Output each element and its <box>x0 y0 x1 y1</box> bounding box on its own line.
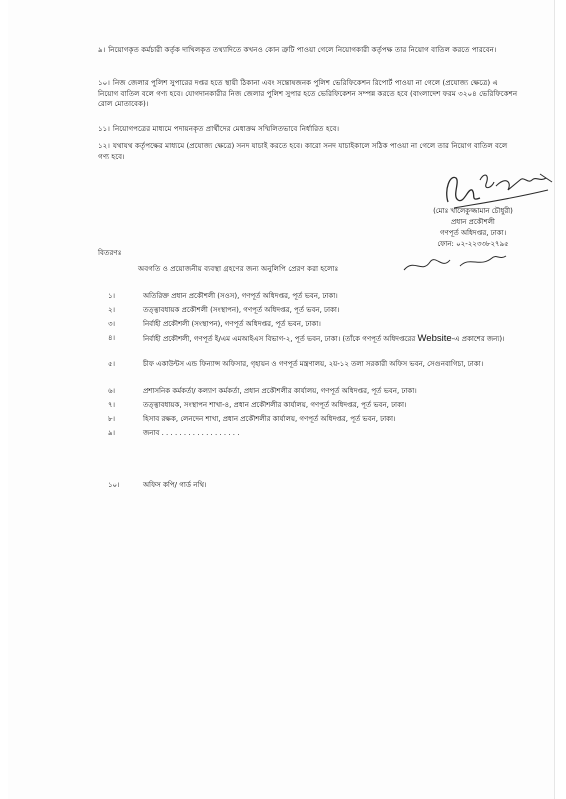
paragraph-text: নিয়োগপত্রের মাধ্যমে পদায়নকৃত প্রার্থীদের মেধাক্রম সম্মিলিতভাবে নির্ধারিত হবে। <box>112 124 340 133</box>
paragraph-number: ৯। <box>98 45 106 54</box>
item-number: ১। <box>108 292 116 300</box>
item-number: ১০। <box>108 481 120 489</box>
item-text: জনাব . . . . . . . . . . . . . . . . . . <box>143 429 240 437</box>
distribution-intro: অবগতি ও প্রয়োজনীয় ব্যবস্থা গ্রহণের জন্য অনুলিপি প্রেরণ করা হলোঃ <box>138 264 339 273</box>
distribution-heading: বিতরণঃ <box>98 248 122 257</box>
item-text-part: নির্বাহী প্রকৌশলী, গণপূর্ত ই/এম এমআইএস বিভাগ-২, পূর্ত ভবন, ঢাকা। (তাঁকে গণপূর্ত অধিদপ্তরের <box>143 335 416 343</box>
signatory-phone: ফোন: ০২-২২৩৩৮২৭৯৫ <box>437 240 509 248</box>
item-text <box>143 334 528 345</box>
signatory-designation: প্রধান প্রকৌশলী <box>451 218 495 226</box>
item-text: তত্ত্বাবধায়ক, সংস্থাপন শাখা-৪, প্রধান প্রকৌশলীর কার্যালয়, গণপূর্ত অধিদপ্তর, পূর্ত ভবন, ঢাকা। <box>143 401 407 409</box>
item-number: ৫। <box>108 360 116 368</box>
item-text-part: -এ প্রকাশের জন্য)। <box>451 335 505 343</box>
item-number: ৪। <box>108 334 116 342</box>
document-page <box>8 0 555 799</box>
paragraph-text: নিজ জেলার পুলিশ সুপারের দপ্তর হতে স্থায়ী ঠিকানা এবং সন্তোষজনক পুলিশ ভেরিফিকেশন রিপোর্ট পাওয়া না গেলে (প্রযোজ্য ক্ষেত্রে) এ নিয়োগ বাতিল বলে গণ্য হবে। যোগদানকারীর নিজ জেলার পুলিশ সুপার হতে ভেরিফিকেশন সম্পন্ন করতে হবে (বাংলাদেশ ফরম ৩২০৪ ভেরিফিকেশন রোল মোতাবেক)। <box>98 78 518 108</box>
item-number: ২। <box>108 306 116 314</box>
paragraph-10 <box>98 78 518 110</box>
paragraph-number: ১২। <box>98 141 110 150</box>
paragraph-text: যথাযথ কর্তৃপক্ষের মাধ্যমে (প্রযোজ্য ক্ষেত্রে) সনদ যাচাই করতে হবে। কারো সনদ যাচাইকালে সঠিক পাওয়া না গেলে তার নিয়োগ বাতিল বলে গণ্য হবে। <box>98 141 508 161</box>
item-text: নির্বাহী প্রকৌশলী (সংস্থাপন), গণপূর্ত অধিদপ্তর, পূর্ত ভবন, ঢাকা। <box>143 320 321 328</box>
paragraph-number: ১০। <box>98 78 110 87</box>
item-number: ৯। <box>108 429 116 437</box>
paragraph-11 <box>98 124 518 135</box>
item-text: চীফ একাউন্টস এন্ড ফিন্যান্স অফিসার, গৃহায়ন ও গণপূর্ত মন্ত্রণালয়, ২য়-১২ তলা সরকারী অফিস ভবন, সেগুনবাগিচা, ঢাকা। <box>143 360 484 368</box>
signature-block <box>408 206 538 250</box>
item-number: ৮। <box>108 415 116 423</box>
item-text: তত্ত্বাবধায়ক প্রকৌশলী (সংস্থাপন), গণপূর্ত অধিদপ্তর, পূর্ত ভবন, ঢাকা। <box>143 306 340 314</box>
paragraph-number: ১১। <box>98 124 110 133</box>
item-number: ৬। <box>108 387 116 395</box>
item-text: অতিরিক্ত প্রধান প্রকৌশলী (সওস), গণপূর্ত অধিদপ্তর, পূর্ত ভবন, ঢাকা। <box>143 292 338 300</box>
initial-scribble <box>400 248 510 278</box>
item-text: প্রশাসনিক কর্মকর্তা/ কল্যাণ কর্মকর্তা, প্রধান প্রকৌশলীর কার্যালয়, গণপূর্ত অধিদপ্তর, পূর্ত ভবন, ঢাকা। <box>143 387 417 395</box>
item-text: অফিস কপি/ গার্ড নথি। <box>143 481 207 489</box>
paragraph-text: নিয়োগকৃত কর্মচারী কর্তৃক দাখিলকৃত তথ্যাদিতে কখনও কোন ত্রুটি পাওয়া গেলে নিয়োগকারী কর্তৃপক্ষ তার নিয়োগ বাতিল করতে পারবেন। <box>108 45 497 54</box>
website-label: Website <box>417 333 452 344</box>
paragraph-12 <box>98 141 518 162</box>
item-text: হিসাব রক্ষক, লেনদেন শাখা, প্রধান প্রকৌশলীর কার্যালয়, গণপূর্ত অধিদপ্তর, পূর্ত ভবন, ঢাকা। <box>143 415 396 423</box>
item-number: ৭। <box>108 401 116 409</box>
item-number: ৩। <box>108 320 116 328</box>
paragraph-9 <box>98 45 518 56</box>
signatory-office: গণপূর্ত অধিদপ্তর, ঢাকা। <box>439 229 507 237</box>
signatory-name: (মোঃ খালেকুজ্জামান চৌধুরী) <box>433 207 513 215</box>
